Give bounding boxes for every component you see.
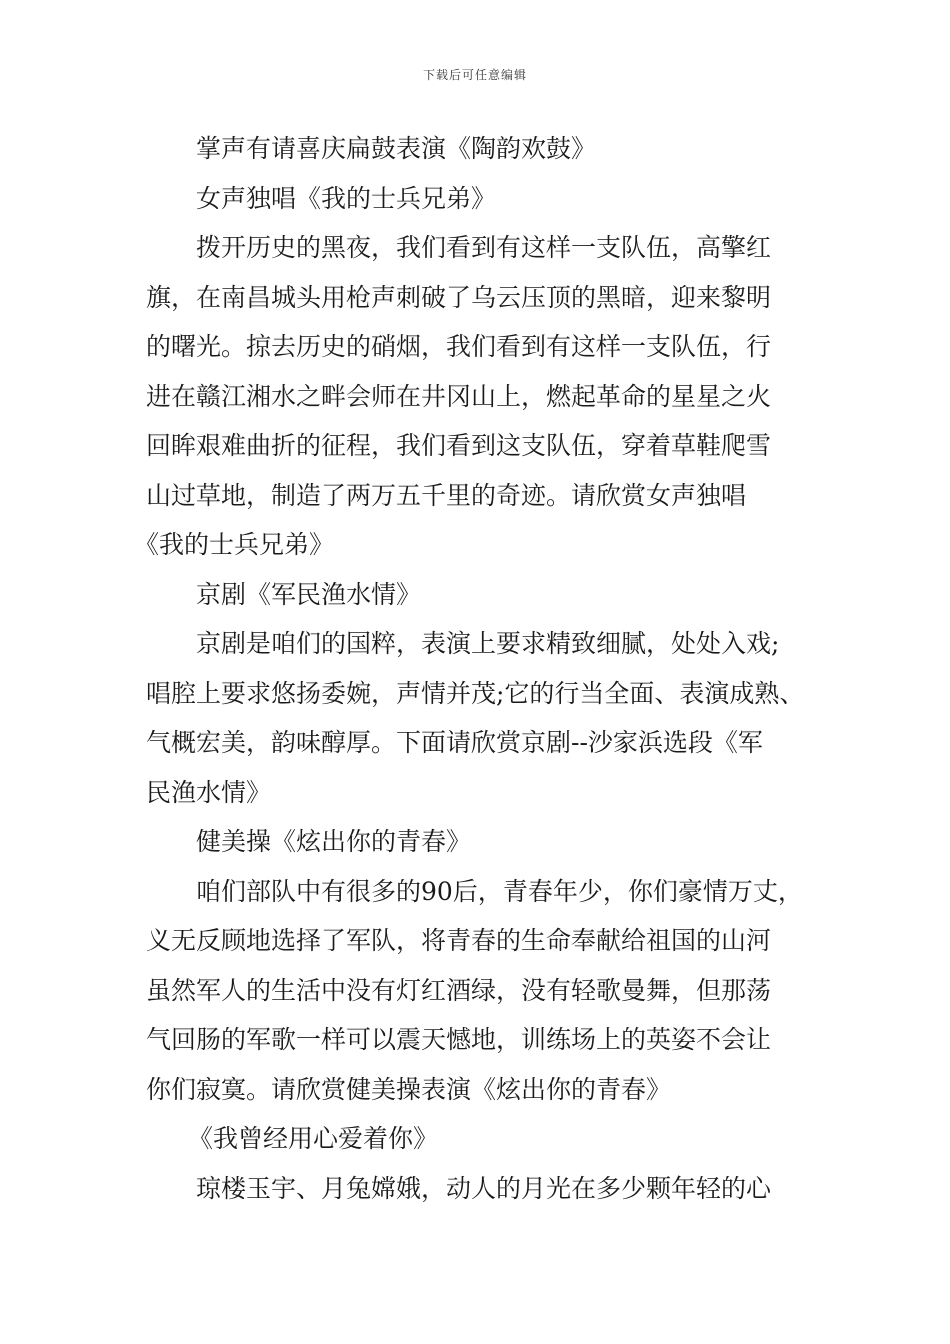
paragraph-line: 琼楼玉宇、月兔嫦娥，动人的月光在多少颗年轻的心 [196, 1173, 772, 1203]
paragraph-line: 你们寂寞。请欣赏健美操表演《炫出你的青春》 [146, 1074, 672, 1104]
paragraph-line: 民渔水情》 [146, 777, 272, 807]
program-item-drum: 掌声有请喜庆扁鼓表演《陶韵欢鼓》 [196, 134, 597, 163]
paragraph-line: 义无反顾地选择了军队，将青春的生命奉献给祖国的山河 [146, 926, 772, 955]
paragraph-line: 唱腔上要求悠扬委婉，声情并茂;它的行当全面、表演成熟、 [146, 678, 805, 708]
paragraph-line: 咱们部队中有很多的90后，青春年少，你们豪情万丈， [196, 876, 803, 906]
paragraph-line: 进在赣江湘水之畔会师在井冈山上，燃起革命的星星之火 [146, 381, 772, 411]
paragraph-line: 的曙光。掠去历史的硝烟，我们看到有这样一支队伍，行 [146, 332, 772, 361]
program-title-opera: 京剧《军民渔水情》 [196, 579, 422, 609]
program-title-song: 《我曾经用心爱着你》 [188, 1124, 439, 1153]
paragraph-line: 旗，在南昌城头用枪声刺破了乌云压顶的黑暗，迎来黎明 [146, 282, 772, 312]
program-title-aerobics: 健美操《炫出你的青春》 [196, 827, 472, 856]
paragraph-line: 拨开历史的黑夜，我们看到有这样一支队伍，高擎红 [196, 233, 772, 262]
program-title-solo: 女声独唱《我的士兵兄弟》 [196, 183, 497, 213]
paragraph-line: 回眸艰难曲折的征程，我们看到这支队伍，穿着草鞋爬雪 [146, 431, 772, 460]
paragraph-line: 京剧是咱们的国粹，表演上要求精致细腻，处处入戏; [196, 629, 780, 658]
paragraph-line: 虽然军人的生活中没有灯红酒绿，没有轻歌曼舞，但那荡 [146, 975, 772, 1005]
paragraph-line: 气概宏美，韵味醇厚。下面请欣赏京剧--沙家浜选段《军 [146, 728, 763, 757]
paragraph-line: 气回肠的军歌一样可以震天憾地，训练场上的英姿不会让 [146, 1025, 772, 1054]
paragraph-line: 山过草地，制造了两万五千里的奇迹。请欣赏女声独唱 [146, 480, 747, 510]
document-body [134, 124, 822, 1213]
page-header: 下载后可任意编辑 [422, 68, 527, 82]
paragraph-line: 《我的士兵兄弟》 [134, 530, 335, 559]
